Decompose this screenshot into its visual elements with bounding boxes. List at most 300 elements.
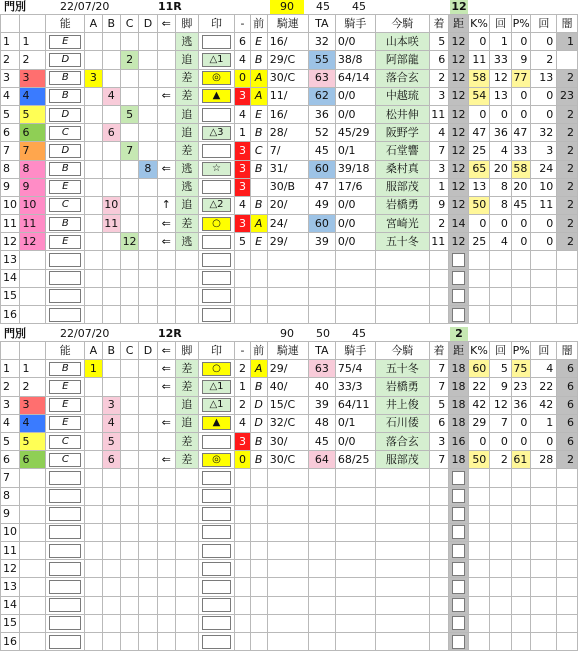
header-col-a: A [85,15,102,33]
cell-rank [46,614,85,632]
cell-col-b [102,233,120,251]
cell-col-c [120,633,138,651]
cell-front: A [250,215,267,233]
cell-dark: 2 [557,215,578,233]
cell-jockey-record: 33/3 [335,378,375,396]
cell-col-c [120,378,138,396]
cell-distance [449,505,468,523]
cell-num: 9 [1,178,20,196]
cell-col-b [102,105,120,123]
cell-col-b [102,287,120,305]
cell-arrow: ↑ [157,196,175,214]
table-row [1,306,578,324]
cell-num: 16 [1,633,20,651]
rank-box [49,562,81,576]
cell-p-pct [511,306,530,324]
cell-ta [308,614,335,632]
cell-col-a [85,160,102,178]
cell-num: 3 [1,396,20,414]
cell-col-d [139,306,157,324]
cell-col-c [120,487,138,505]
cell-style [175,505,198,523]
cell-front: A [250,360,267,378]
cell-jockey-link [267,614,308,632]
cell-dark: 6 [557,414,578,432]
cell-arrow: ⇐ [157,414,175,432]
cell-count-2: 0 [531,33,557,51]
cell-finish [429,487,448,505]
cell-col-c [120,560,138,578]
cell-p-pct: 23 [511,378,530,396]
cell-waku [20,523,46,541]
cell-col-c [120,614,138,632]
cell-num: 13 [1,251,20,269]
cell-p-pct: 9 [511,51,530,69]
cell-count-2 [531,306,557,324]
cell-front [250,596,267,614]
table-row [1,178,578,196]
cell-col-a [85,451,102,469]
cell-mark [198,469,235,487]
cell-count-2: 13 [531,69,557,87]
cell-dash [235,578,250,596]
header-finish: 着 [429,342,448,360]
cell-dark [557,542,578,560]
cell-distance: 12 [449,51,468,69]
cell-col-c [120,523,138,541]
cell-p-pct [511,596,530,614]
cell-ta [308,523,335,541]
header-mark: 印 [198,15,235,33]
cell-arrow [157,306,175,324]
cell-mark [198,414,235,432]
race-number: 11R [158,0,182,13]
cell-arrow: ⇐ [157,378,175,396]
cell-style: 差 [175,378,198,396]
header-num [1,342,20,360]
cell-col-c [120,251,138,269]
cell-jockey-link [267,505,308,523]
cell-jockey-record: 0/0 [335,233,375,251]
cell-dash: 3 [235,178,250,196]
cell-jockey-link [267,633,308,651]
cell-arrow [157,69,175,87]
cell-num: 10 [1,196,20,214]
cell-count-2: 0 [531,233,557,251]
mark-box [202,253,232,267]
cell-jockey-link: 30/B [267,178,308,196]
cell-ta: 49 [308,196,335,214]
cell-col-d [139,578,157,596]
cell-mark [198,432,235,450]
cell-jockey-record: 0/0 [335,87,375,105]
cell-arrow: ⇐ [157,360,175,378]
cell-k-pct: 22 [468,378,490,396]
mark-box [202,308,232,322]
cell-front: B [250,196,267,214]
cell-col-a: 3 [85,69,102,87]
cell-col-b [102,596,120,614]
cell-rank [46,360,85,378]
cell-front [250,542,267,560]
cell-col-b: 5 [102,432,120,450]
cell-dash [235,269,250,287]
venue-title: 門別 [4,0,26,13]
cell-k-pct: 0 [468,33,490,51]
cell-rank [46,160,85,178]
cell-distance: 12 [449,105,468,123]
cell-finish [429,542,448,560]
cell-jockey-record: 17/6 [335,178,375,196]
cell-mark [198,196,235,214]
cell-jockey-link [267,469,308,487]
cell-mark [198,378,235,396]
cell-distance: 12 [449,142,468,160]
cell-mark [198,287,235,305]
cell-mark [198,578,235,596]
cell-distance: 12 [449,87,468,105]
cell-arrow [157,251,175,269]
cell-distance: 18 [449,396,468,414]
cell-k-pct: 42 [468,396,490,414]
rank-box: B [49,162,81,176]
cell-jockey-record [335,596,375,614]
cell-count-2 [531,505,557,523]
cell-finish: 7 [429,142,448,160]
mark-box [202,580,232,594]
cell-count-2: 24 [531,160,557,178]
distance-box [452,289,464,303]
cell-rank [46,251,85,269]
cell-jockey-record [335,523,375,541]
cell-num: 11 [1,215,20,233]
cell-arrow [157,142,175,160]
cell-distance: 16 [449,432,468,450]
cell-p-pct [511,614,530,632]
cell-count-1 [490,633,512,651]
cell-dark [557,505,578,523]
cell-finish: 2 [429,69,448,87]
cell-finish: 11 [429,105,448,123]
race-number: 12R [158,327,182,340]
cell-count-1: 0 [490,215,512,233]
cell-k-pct [468,596,490,614]
cell-mark [198,215,235,233]
cell-col-c [120,306,138,324]
cell-ta [308,469,335,487]
cell-col-a [85,523,102,541]
cell-ta: 47 [308,178,335,196]
cell-mark [198,160,235,178]
mark-box [202,562,232,576]
cell-ta [308,251,335,269]
cell-k-pct: 11 [468,51,490,69]
header-col-d: D [139,15,157,33]
cell-front [250,523,267,541]
cell-waku: 7 [20,142,46,160]
cell-style: 逃 [175,160,198,178]
cell-style: 追 [175,51,198,69]
table-row [1,69,578,87]
cell-num: 4 [1,414,20,432]
rank-box [49,471,81,485]
cell-col-a [85,633,102,651]
mark-box [202,635,232,649]
cell-col-d [139,378,157,396]
rank-box: E [49,35,81,49]
cell-count-1 [490,251,512,269]
cell-waku: 5 [20,105,46,123]
cell-finish [429,560,448,578]
cell-jockey-link: 40/ [267,378,308,396]
table-row [1,560,578,578]
cell-dash [235,251,250,269]
cell-waku [20,469,46,487]
cell-arrow [157,596,175,614]
cell-style [175,596,198,614]
cell-distance [449,560,468,578]
cell-dash [235,614,250,632]
header-dark: 闇 [557,15,578,33]
cell-num: 6 [1,124,20,142]
cell-count-1: 0 [490,432,512,450]
cell-dash: 0 [235,451,250,469]
cell-k-pct [468,614,490,632]
cell-col-d [139,269,157,287]
cell-count-2: 32 [531,124,557,142]
mark-box [202,507,232,521]
cell-ta: 63 [308,69,335,87]
cell-col-d [139,451,157,469]
cell-jockey-link: 30/C [267,451,308,469]
cell-col-c [120,596,138,614]
rank-box [49,616,81,630]
cell-style: 差 [175,215,198,233]
cell-dash: 4 [235,105,250,123]
header-distance: 距 [449,15,468,33]
cell-ta: 45 [308,432,335,450]
cell-mark [198,505,235,523]
cell-dark: 2 [557,124,578,142]
cell-jockey-record: 0/1 [335,414,375,432]
cell-jockey-link [267,487,308,505]
mark-box [202,271,232,285]
cell-jockey-link: 11/ [267,87,308,105]
header-jockey-name: 今騎 [375,342,429,360]
cell-finish [429,633,448,651]
cell-k-pct [468,542,490,560]
cell-count-1: 4 [490,233,512,251]
cell-dash [235,306,250,324]
cell-jockey-name: 阪野学 [375,124,429,142]
cell-arrow: ⇐ [157,87,175,105]
cell-count-1: 4 [490,142,512,160]
cell-style: 差 [175,360,198,378]
cell-jockey-name: 落合玄 [375,69,429,87]
cell-num: 6 [1,451,20,469]
header-style: 脚 [175,342,198,360]
rank-box [49,525,81,539]
cell-num: 13 [1,578,20,596]
rank-box: D [49,144,81,158]
cell-dark: 6 [557,432,578,450]
cell-dark: 23 [557,87,578,105]
cell-ta: 48 [308,414,335,432]
cell-jockey-record: 68/25 [335,451,375,469]
cell-col-c [120,33,138,51]
table-row [1,196,578,214]
cell-dark: 2 [557,105,578,123]
cell-count-1 [490,487,512,505]
cell-rank [46,142,85,160]
cell-jockey-record: 0/0 [335,33,375,51]
header-jockey-record: 騎手 [335,15,375,33]
cell-rank [46,505,85,523]
cell-col-b [102,578,120,596]
cell-distance [449,469,468,487]
cell-ta [308,269,335,287]
cell-dash [235,505,250,523]
cell-style: 逃 [175,233,198,251]
cell-col-d [139,87,157,105]
header-finish: 着 [429,15,448,33]
cell-jockey-name: 中越琉 [375,87,429,105]
cell-style [175,578,198,596]
cell-col-d [139,142,157,160]
rank-box: C [49,198,81,212]
header-col-b: B [102,15,120,33]
cell-style [175,560,198,578]
rank-box: E [49,398,81,412]
cell-num: 9 [1,505,20,523]
header-dark: 闇 [557,342,578,360]
cell-jockey-name [375,523,429,541]
cell-count-1: 36 [490,124,512,142]
cell-dark [557,487,578,505]
cell-ta: 60 [308,215,335,233]
cell-col-a [85,505,102,523]
cell-num: 12 [1,233,20,251]
cell-jockey-name [375,487,429,505]
cell-count-1 [490,523,512,541]
cell-rank [46,233,85,251]
cell-waku: 11 [20,215,46,233]
cell-finish [429,269,448,287]
cell-col-c: 12 [120,233,138,251]
cell-jockey-link: 30/C [267,69,308,87]
cell-mark [198,51,235,69]
cell-col-d [139,105,157,123]
cell-col-b: 10 [102,196,120,214]
cell-distance [449,542,468,560]
cell-jockey-name [375,306,429,324]
cell-col-c [120,578,138,596]
cell-front: A [250,69,267,87]
cell-front: B [250,51,267,69]
cell-count-1 [490,614,512,632]
cell-dash: 4 [235,51,250,69]
cell-col-b: 4 [102,87,120,105]
cell-mark [198,451,235,469]
cell-rank [46,51,85,69]
table-row [1,360,578,378]
cell-ta: 40 [308,378,335,396]
cell-jockey-name [375,596,429,614]
cell-mark [198,251,235,269]
mark-box [202,435,232,449]
cell-col-a [85,469,102,487]
cell-arrow [157,633,175,651]
cell-rank [46,523,85,541]
cell-jockey-record: 45/29 [335,124,375,142]
cell-col-d [139,124,157,142]
cell-count-2: 0 [531,215,557,233]
cell-jockey-name [375,560,429,578]
cell-jockey-name: 宮崎光 [375,215,429,233]
cell-num: 12 [1,560,20,578]
cell-k-pct [468,487,490,505]
cell-num: 10 [1,523,20,541]
cell-distance: 12 [449,124,468,142]
cell-col-b [102,306,120,324]
cell-col-c: 5 [120,105,138,123]
cell-jockey-link: 16/ [267,105,308,123]
mark-box [202,489,232,503]
cell-arrow [157,578,175,596]
cell-k-pct: 25 [468,233,490,251]
cell-distance: 12 [449,160,468,178]
cell-jockey-link: 16/ [267,33,308,51]
table-row [1,287,578,305]
cell-dark: 2 [557,451,578,469]
cell-rank [46,487,85,505]
cell-rank [46,215,85,233]
cell-num: 7 [1,469,20,487]
table-row [1,578,578,596]
cell-k-pct: 65 [468,160,490,178]
table-row [1,378,578,396]
cell-front: B [250,432,267,450]
cell-count-1 [490,596,512,614]
cell-finish [429,596,448,614]
cell-dash: 2 [235,396,250,414]
cell-k-pct: 50 [468,196,490,214]
cell-jockey-link: 29/C [267,51,308,69]
cell-finish: 6 [429,414,448,432]
cell-jockey-link [267,560,308,578]
cell-front [250,306,267,324]
cell-count-1: 1 [490,33,512,51]
cell-col-a [85,87,102,105]
cell-waku: 10 [20,196,46,214]
cell-col-b [102,487,120,505]
sheet-header [0,327,578,341]
cell-dash: 1 [235,124,250,142]
cell-waku: 5 [20,432,46,450]
cell-distance [449,487,468,505]
cell-col-d [139,614,157,632]
cell-style: 逃 [175,178,198,196]
cell-count-2 [531,269,557,287]
cell-front: A [250,87,267,105]
cell-p-pct [511,523,530,541]
cell-k-pct [468,578,490,596]
cell-p-pct [511,251,530,269]
rank-box: E [49,180,81,194]
cell-dash: 3 [235,87,250,105]
cell-col-d [139,287,157,305]
cell-jockey-record: 0/0 [335,105,375,123]
